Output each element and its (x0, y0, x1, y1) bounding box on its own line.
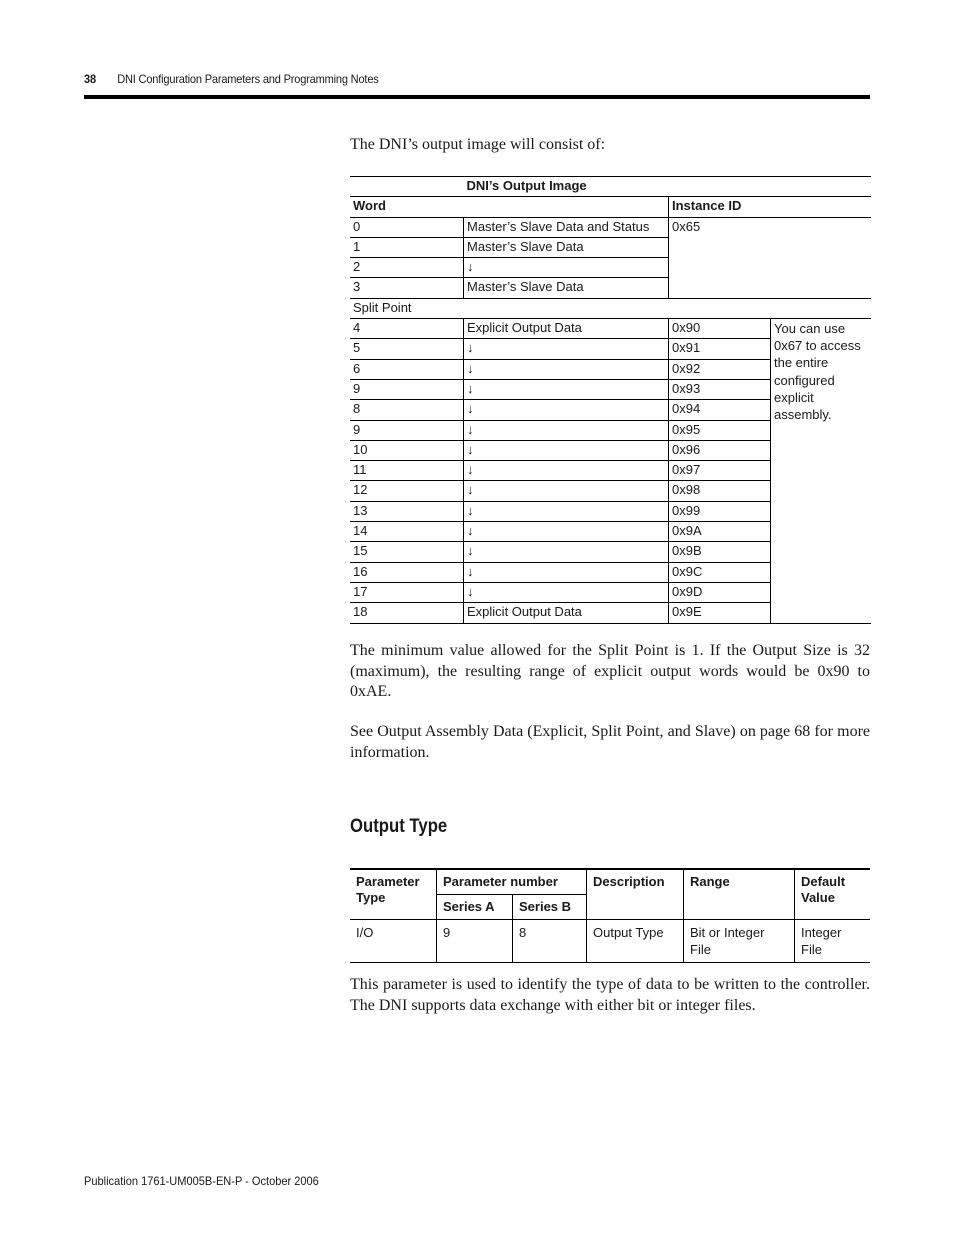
table-row: 1 Master’s Slave Data (350, 237, 871, 257)
header-rule (84, 95, 870, 99)
col-series-b: Series B (513, 895, 587, 920)
assembly-note: You can use 0x67 to access the entire configured explicit assembly. (771, 319, 872, 623)
table-row: 3 Master’s Slave Data (350, 278, 871, 298)
col-instance-header: Instance ID (669, 197, 872, 217)
table-row: 6 ↓ 0x92 (350, 359, 871, 379)
col-word-header: Word (350, 197, 464, 217)
description-paragraph: This parameter is used to identify the type of data to be written to the controller. The DNI supports data exchange with either bit or integer files. (350, 976, 870, 1014)
table-caption: DNI’s Output Image (464, 177, 872, 197)
split-point-label: Split Point (350, 298, 871, 318)
table-row: 0 Master’s Slave Data and Status 0x65 (350, 217, 871, 237)
table-row: 14 ↓ 0x9A (350, 522, 871, 542)
intro-text: The DNI’s output image will consist of: (350, 136, 606, 153)
col-range: Range (684, 869, 795, 920)
table-row: 4 Explicit Output Data 0x90 You can use 0x67 to access the entire configured explicit assembly. (350, 319, 871, 339)
table-row: 8 ↓ 0x94 (350, 400, 871, 420)
table-row: 9 ↓ 0x93 (350, 379, 871, 399)
table-row: 13 ↓ 0x99 (350, 501, 871, 521)
table-row: 9 ↓ 0x95 (350, 420, 871, 440)
header-title: DNI Configuration Parameters and Programming Notes (117, 72, 379, 86)
table-row: I/O 9 8 Output Type Bit or Integer File Integer File (350, 920, 870, 963)
split-point-paragraph: The minimum value allowed for the Split Point is 1. If the Output Size is 32 (maximum), the resulting range of explicit output words would be 0x90 to 0xAE. (350, 642, 870, 700)
page-header (84, 72, 379, 86)
table-caption-row (350, 177, 871, 197)
table-row: 17 ↓ 0x9D (350, 582, 871, 602)
table-row: 16 ↓ 0x9C (350, 562, 871, 582)
table-row: 12 ↓ 0x98 (350, 481, 871, 501)
table-row: 18 Explicit Output Data 0x9E (350, 603, 871, 623)
see-also-paragraph: See Output Assembly Data (Explicit, Split Point, and Slave) on page 68 for more information. (350, 723, 870, 761)
table-header-row (350, 197, 871, 217)
col-default-value: Default Value (795, 869, 871, 920)
page-number: 38 (84, 72, 96, 86)
col-parameter-number: Parameter number (437, 869, 587, 895)
slave-instance-id: 0x65 (669, 217, 872, 298)
table-row: 5 ↓ 0x91 (350, 339, 871, 359)
parameter-table (350, 868, 870, 963)
col-parameter-type: Parameter Type (350, 869, 437, 920)
table-row: 15 ↓ 0x9B (350, 542, 871, 562)
output-image-table (350, 176, 871, 624)
col-series-a: Series A (437, 895, 513, 920)
col-description: Description (587, 869, 684, 920)
table-row: 2 ↓ (350, 258, 871, 278)
split-point-row (350, 298, 871, 318)
table-row: 10 ↓ 0x96 (350, 440, 871, 460)
table-row: 11 ↓ 0x97 (350, 461, 871, 481)
page-footer: Publication 1761-UM005B-EN-P - October 2006 (84, 1174, 319, 1188)
section-title: Output Type (350, 816, 448, 837)
